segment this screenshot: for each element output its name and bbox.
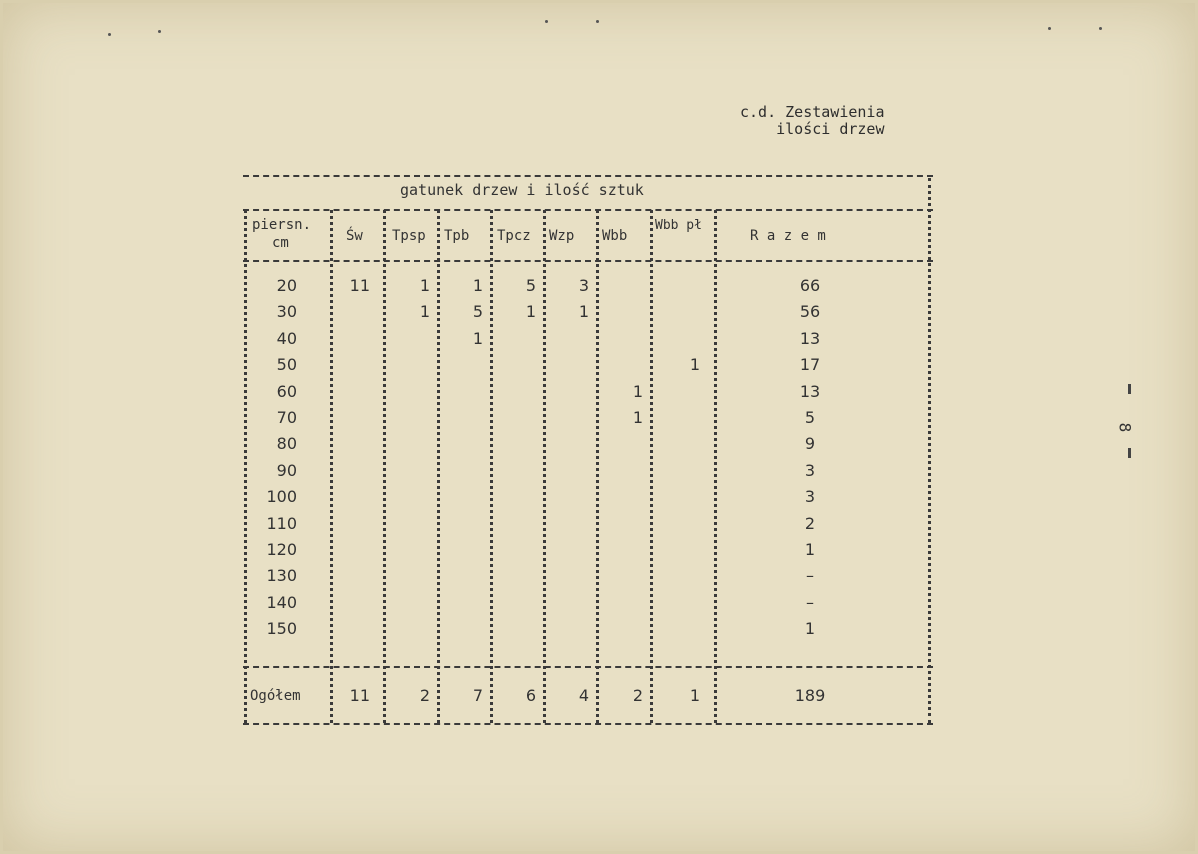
table-cell: 1	[632, 381, 643, 401]
row-diameter: 120	[266, 540, 297, 559]
row-total: 9	[804, 434, 816, 454]
table-cell: 5	[525, 276, 536, 295]
col-separator	[596, 210, 599, 723]
row-total: 56	[799, 302, 821, 322]
col-separator	[650, 210, 653, 723]
rule-summary	[243, 666, 933, 668]
header-diameter: piersn.	[252, 217, 312, 233]
row-total: 3	[804, 460, 816, 480]
header-species: Św	[346, 228, 363, 244]
rule-title	[243, 209, 933, 211]
rule-top	[243, 175, 933, 177]
row-diameter: 90	[276, 460, 297, 480]
row-total: 1	[804, 619, 816, 639]
summary-cell: 1	[689, 686, 700, 705]
header-species: Wbb	[602, 228, 628, 244]
row-diameter: 80	[276, 434, 297, 454]
table-cell: 1	[472, 328, 483, 348]
table-cell: 1	[689, 355, 700, 375]
summary-total: 189	[794, 686, 826, 705]
summary-label: Ogółem	[250, 688, 301, 704]
table-cell: 1	[419, 276, 430, 295]
heading-line-2: ilości drzew	[776, 120, 885, 138]
table-cell: 5	[472, 302, 483, 322]
row-diameter: 110	[266, 513, 297, 533]
summary-cell: 2	[419, 686, 430, 705]
table-cell: 1	[578, 302, 589, 322]
page-number-value: 8	[1115, 422, 1135, 433]
row-diameter: 20	[276, 276, 297, 295]
row-total: –	[806, 566, 814, 586]
table-cell: 1	[419, 302, 430, 322]
rule-bottom	[243, 723, 933, 725]
summary-cell: 2	[632, 686, 643, 705]
row-total: 13	[799, 381, 821, 401]
table-cell: 3	[578, 276, 589, 295]
header-species: Wbb pł	[655, 218, 702, 233]
row-diameter: 100	[266, 487, 297, 507]
header-diameter-unit: cm	[272, 235, 289, 251]
col-separator	[383, 210, 386, 723]
table-cell: 1	[525, 302, 536, 322]
row-diameter: 130	[266, 566, 297, 586]
row-total: 13	[799, 328, 821, 348]
row-total: 66	[799, 276, 821, 295]
col-separator	[490, 210, 493, 723]
row-diameter: 50	[276, 355, 297, 375]
row-diameter: 140	[266, 592, 297, 612]
summary-cell: 11	[349, 686, 370, 705]
table-cell: 1	[632, 408, 643, 427]
summary-cell: 4	[578, 686, 589, 705]
table-cell: 11	[349, 276, 370, 295]
row-diameter: 70	[276, 408, 297, 427]
header-species: Tpsp	[392, 228, 426, 244]
row-total: 1	[804, 540, 816, 559]
rule-header	[243, 260, 933, 262]
col-separator	[543, 210, 546, 723]
header-species: Wzp	[549, 228, 575, 244]
header-species: Tpcz	[497, 228, 531, 244]
summary-cell: 6	[525, 686, 536, 705]
row-total: 5	[804, 408, 816, 427]
table-title: gatunek drzew i ilość sztuk	[400, 181, 644, 199]
heading-line-1: c.d. Zestawienia	[740, 103, 885, 121]
row-total: 3	[804, 487, 816, 507]
col-separator	[714, 210, 717, 723]
row-diameter: 30	[276, 302, 297, 322]
col-border-right	[928, 178, 931, 723]
row-total: –	[806, 592, 814, 612]
row-diameter: 60	[276, 381, 297, 401]
summary-cell: 7	[472, 686, 483, 705]
row-total: 2	[804, 513, 816, 533]
row-diameter: 40	[276, 328, 297, 348]
col-separator	[437, 210, 440, 723]
table-cell: 1	[472, 276, 483, 295]
row-total: 17	[799, 355, 821, 375]
row-diameter: 150	[266, 619, 297, 639]
header-total: R a z e m	[750, 228, 826, 244]
header-species: Tpb	[444, 228, 470, 244]
